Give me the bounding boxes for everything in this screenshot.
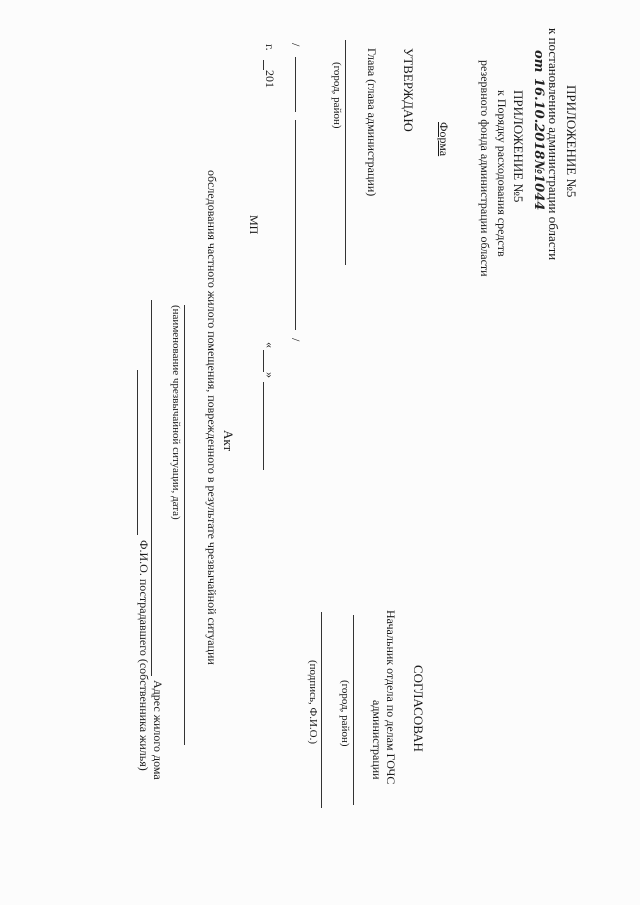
appendix2-line2: резервного фонда администрации области: [478, 60, 492, 277]
handwritten-date: 16.10.2018: [531, 78, 546, 160]
approve-title: УТВЕРЖДАЮ: [401, 48, 416, 132]
approve-city-label: (город, район): [331, 62, 343, 129]
approve-sign-line-right: [295, 57, 296, 112]
handwritten-number: №1044: [531, 160, 546, 211]
appendix2-line1: к Порядку расходования средств: [495, 90, 509, 257]
appendix-line: к постановлению администрации области: [546, 28, 561, 261]
act-subtitle: обследования частного жилого помещения, поврежденного в результате чрезвычайной ситуации: [205, 170, 219, 665]
date-year-suffix: г.: [263, 44, 277, 51]
act-title: Акт: [221, 430, 236, 452]
owner-line: [137, 370, 138, 535]
approve-sign-line: [295, 120, 296, 330]
agreed-sign-line: [321, 612, 322, 808]
act-emergency-label: (наименование чрезвычайной ситуации, дата): [170, 305, 182, 520]
date-year-prefix: 201: [263, 70, 277, 88]
act-emergency-line: [184, 305, 185, 745]
approve-head-label: Глава (глава администрации): [365, 48, 379, 197]
appendix2-title: ПРИЛОЖЕНИЕ №5: [511, 90, 526, 203]
address-label: Адрес жилого дома: [151, 680, 165, 780]
owner-label: Ф.И.О. пострадавшего (собственника жилья): [137, 540, 151, 771]
agreed-sign-label: (подпись, Ф.И.О.): [307, 660, 319, 744]
date-quote-open: «: [263, 342, 277, 348]
form-label: Форма: [437, 122, 451, 157]
agreed-city-line: [353, 615, 354, 805]
date-month-line: [263, 382, 264, 470]
address-line: [151, 300, 152, 676]
approve-city-line: [345, 40, 346, 265]
date-year-line: [263, 60, 264, 70]
approve-slash-right: /: [289, 43, 303, 47]
agreed-title: СОГЛАСОВАН: [411, 665, 426, 752]
approve-mp: МП: [247, 215, 261, 235]
approve-slash: /: [289, 338, 303, 342]
handwritten-prefix: от: [531, 50, 546, 73]
date-day-line: [263, 350, 264, 372]
agreed-city-label: (город, район): [339, 680, 351, 747]
agreed-line2: администрации: [370, 700, 384, 780]
appendix-title: ПРИЛОЖЕНИЕ №5: [564, 85, 579, 198]
agreed-line1: Начальник отдела по делам ГОЧС: [384, 610, 398, 785]
date-quote-close: »: [263, 372, 277, 378]
